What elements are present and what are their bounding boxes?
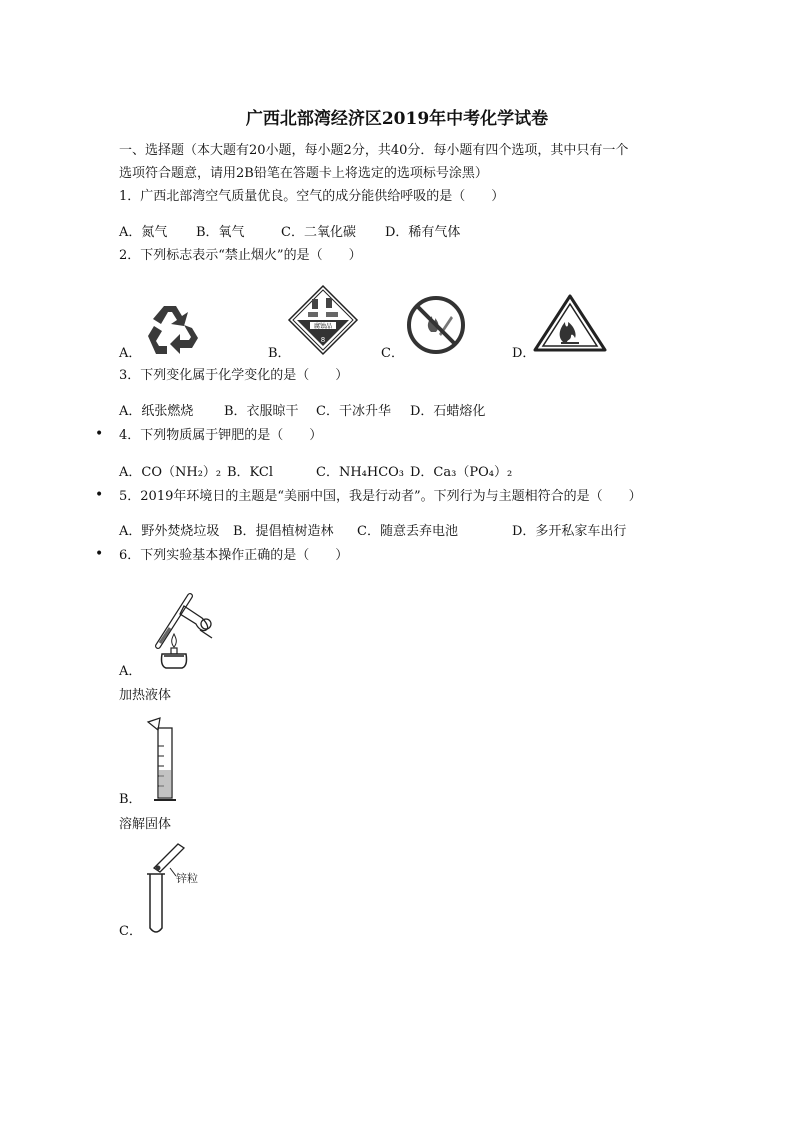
section-instructions-line-2: 选项符合题意，请用2B铅笔在答题卡上将选定的选项标号涂黑） bbox=[119, 166, 488, 181]
section-instructions-line-1: 一、选择题（本大题有20小题，每小题2分，共40分．每小题有四个选项，其中只有一个 bbox=[119, 143, 629, 158]
question-2-option-c: C． bbox=[381, 346, 404, 361]
question-5-option-b: B．提倡植树造林 bbox=[233, 524, 334, 539]
question-5-stem: 5．2019年环境日的主题是“美丽中国，我是行动者”。下列行为与主题相符合的是（ ） bbox=[119, 489, 642, 504]
question-3-stem: 3．下列变化属于化学变化的是（ ） bbox=[119, 368, 349, 383]
question-5-option-a: A．野外焚烧垃圾 bbox=[119, 524, 220, 539]
question-1-option-d: D．稀有气体 bbox=[385, 225, 461, 240]
question-5-option-d: D．多开私家车出行 bbox=[512, 524, 627, 539]
question-6-option-a-caption: 加热液体 bbox=[119, 688, 172, 703]
question-6-option-b: B． bbox=[119, 792, 142, 807]
graduated-cylinder-illustration bbox=[146, 716, 186, 804]
question-6-option-c: C． bbox=[119, 924, 142, 939]
question-4-option-b: B．KCl bbox=[227, 465, 274, 480]
question-4-option-c: C．NH₄HCO₃ bbox=[316, 465, 405, 480]
corrosive-hazard-icon bbox=[288, 285, 358, 355]
question-1-option-c: C．二氧化碳 bbox=[281, 225, 356, 240]
question-1-option-a: A．氮气 bbox=[119, 225, 168, 240]
question-4-option-a: A．CO（NH₂）₂ bbox=[119, 465, 222, 480]
question-4-stem: 4．下列物质属于钾肥的是（ ） bbox=[119, 428, 323, 443]
question-1-stem: 1．广西北部湾空气质量优良。空气的成分能供给呼吸的是（ ） bbox=[119, 189, 505, 204]
question-4-option-d: D．Ca₃（PO₄）₂ bbox=[410, 465, 513, 480]
question-2-stem: 2．下列标志表示“禁止烟火”的是（ ） bbox=[119, 248, 362, 263]
flammable-warning-icon bbox=[533, 294, 607, 352]
no-fire-icon bbox=[405, 294, 467, 356]
question-3-option-c: C．干冰升华 bbox=[316, 404, 391, 419]
question-4-bullet: • bbox=[95, 426, 104, 442]
question-5-bullet: • bbox=[95, 487, 104, 503]
heating-liquid-illustration bbox=[140, 588, 222, 672]
zinc-label: 锌粒 bbox=[176, 872, 198, 885]
question-3-option-a: A．纸张燃烧 bbox=[119, 404, 194, 419]
corrosive-label: 腐蚀品 bbox=[313, 323, 333, 330]
question-1-option-b: B．氧气 bbox=[196, 225, 245, 240]
question-6-option-b-caption: 溶解固体 bbox=[119, 817, 172, 832]
test-tube-zinc-illustration bbox=[140, 838, 220, 938]
question-2-option-b: B． bbox=[268, 346, 291, 361]
question-6-bullet: • bbox=[95, 546, 104, 562]
question-2-option-d: D． bbox=[512, 346, 536, 361]
question-3-option-b: B．衣服晾干 bbox=[224, 404, 299, 419]
corrosive-class-number: 8 bbox=[320, 336, 326, 344]
question-6-option-a: A． bbox=[119, 664, 142, 679]
question-2-option-a: A． bbox=[119, 346, 142, 361]
question-5-option-c: C．随意丢弃电池 bbox=[357, 524, 458, 539]
recycle-icon bbox=[142, 300, 204, 358]
page-title: 广西北部湾经济区2019年中考化学试卷 bbox=[245, 109, 549, 129]
question-6-stem: 6．下列实验基本操作正确的是（ ） bbox=[119, 548, 349, 563]
question-3-option-d: D．石蜡熔化 bbox=[410, 404, 486, 419]
